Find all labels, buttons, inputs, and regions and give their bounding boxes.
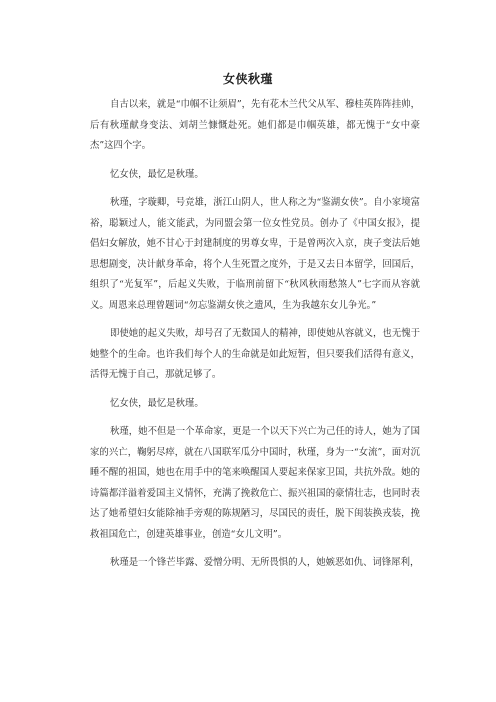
paragraph-refrain-2: 忆女侠，最忆是秋瑾。 [110,397,204,409]
paragraph-character: 秋瑾是一个锋芒毕露、爱憎分明、无所畏惧的人，她嫉恶如仇、词锋犀利， [110,557,420,568]
document-title: 女侠秋瑾 [222,72,273,86]
paragraph-reflection: 即使她的起义失败，却号召了无数国人的精神，即使她从容就义，也无愧于她整个的生命。也许我们每个人的生命就是如此短暂，但只要我们活得有意义，活得无愧于自己，那就足够了。 [90,328,420,380]
paragraph-intro: 自古以来，就是“巾帼不让须眉”，先有花木兰代父从军、穆桂英阵阵挂帅，后有秋瑾献身变法、刘胡兰慷慨赴死。她们都是巾帼英雄，都无愧于“女中豪杰”这四个字。 [90,99,420,151]
paragraph-biography: 秋瑾，字璇卿，号竞雄，浙江山阴人，世人称之为“鉴湖女侠”。自小家境富裕，聪颖过人，能文能武，为同盟会第一位女性党员。创办了《中国女报》，提倡妇女解放，她不甘心于封建制度的男尊女卑，于是曾两次入京，庚子变法后她思想剧变，决计献身革命，将个人生死置之度外，于是又去日本留学，回国后，组织了“光复军”，后起义失败，于临刑前留下“秋风秋雨愁煞人”七字而从容就义。周恩来总理曾题词“勿忘鉴湖女侠之遗风，生为我越东女儿争光。” [90,197,420,311]
paragraph-refrain-1: 忆女侠，最忆是秋瑾。 [110,168,204,180]
paragraph-poet: 秋瑾，她不但是一个革命家，更是一个以天下兴亡为己任的诗人，她为了国家的兴亡，鞠躬尽瘁，就在八国联军瓜分中国时，秋瑾，身为一“女流”，面对沉睡不醒的祖国，她也在用手中的笔来唤醒国人要起来保家卫国，共抗外敌。她的诗篇都洋溢着爱国主义情怀，充满了挽救危亡、振兴祖国的豪情壮志，也同时表达了她希望妇女能除袖手旁观的陈规陋习，尽国民的责任，脱下闺装换戎装，挽救祖国危亡，创建英雄事业，创造“女儿文明”。 [90,426,420,540]
document-body [90,95,420,582]
